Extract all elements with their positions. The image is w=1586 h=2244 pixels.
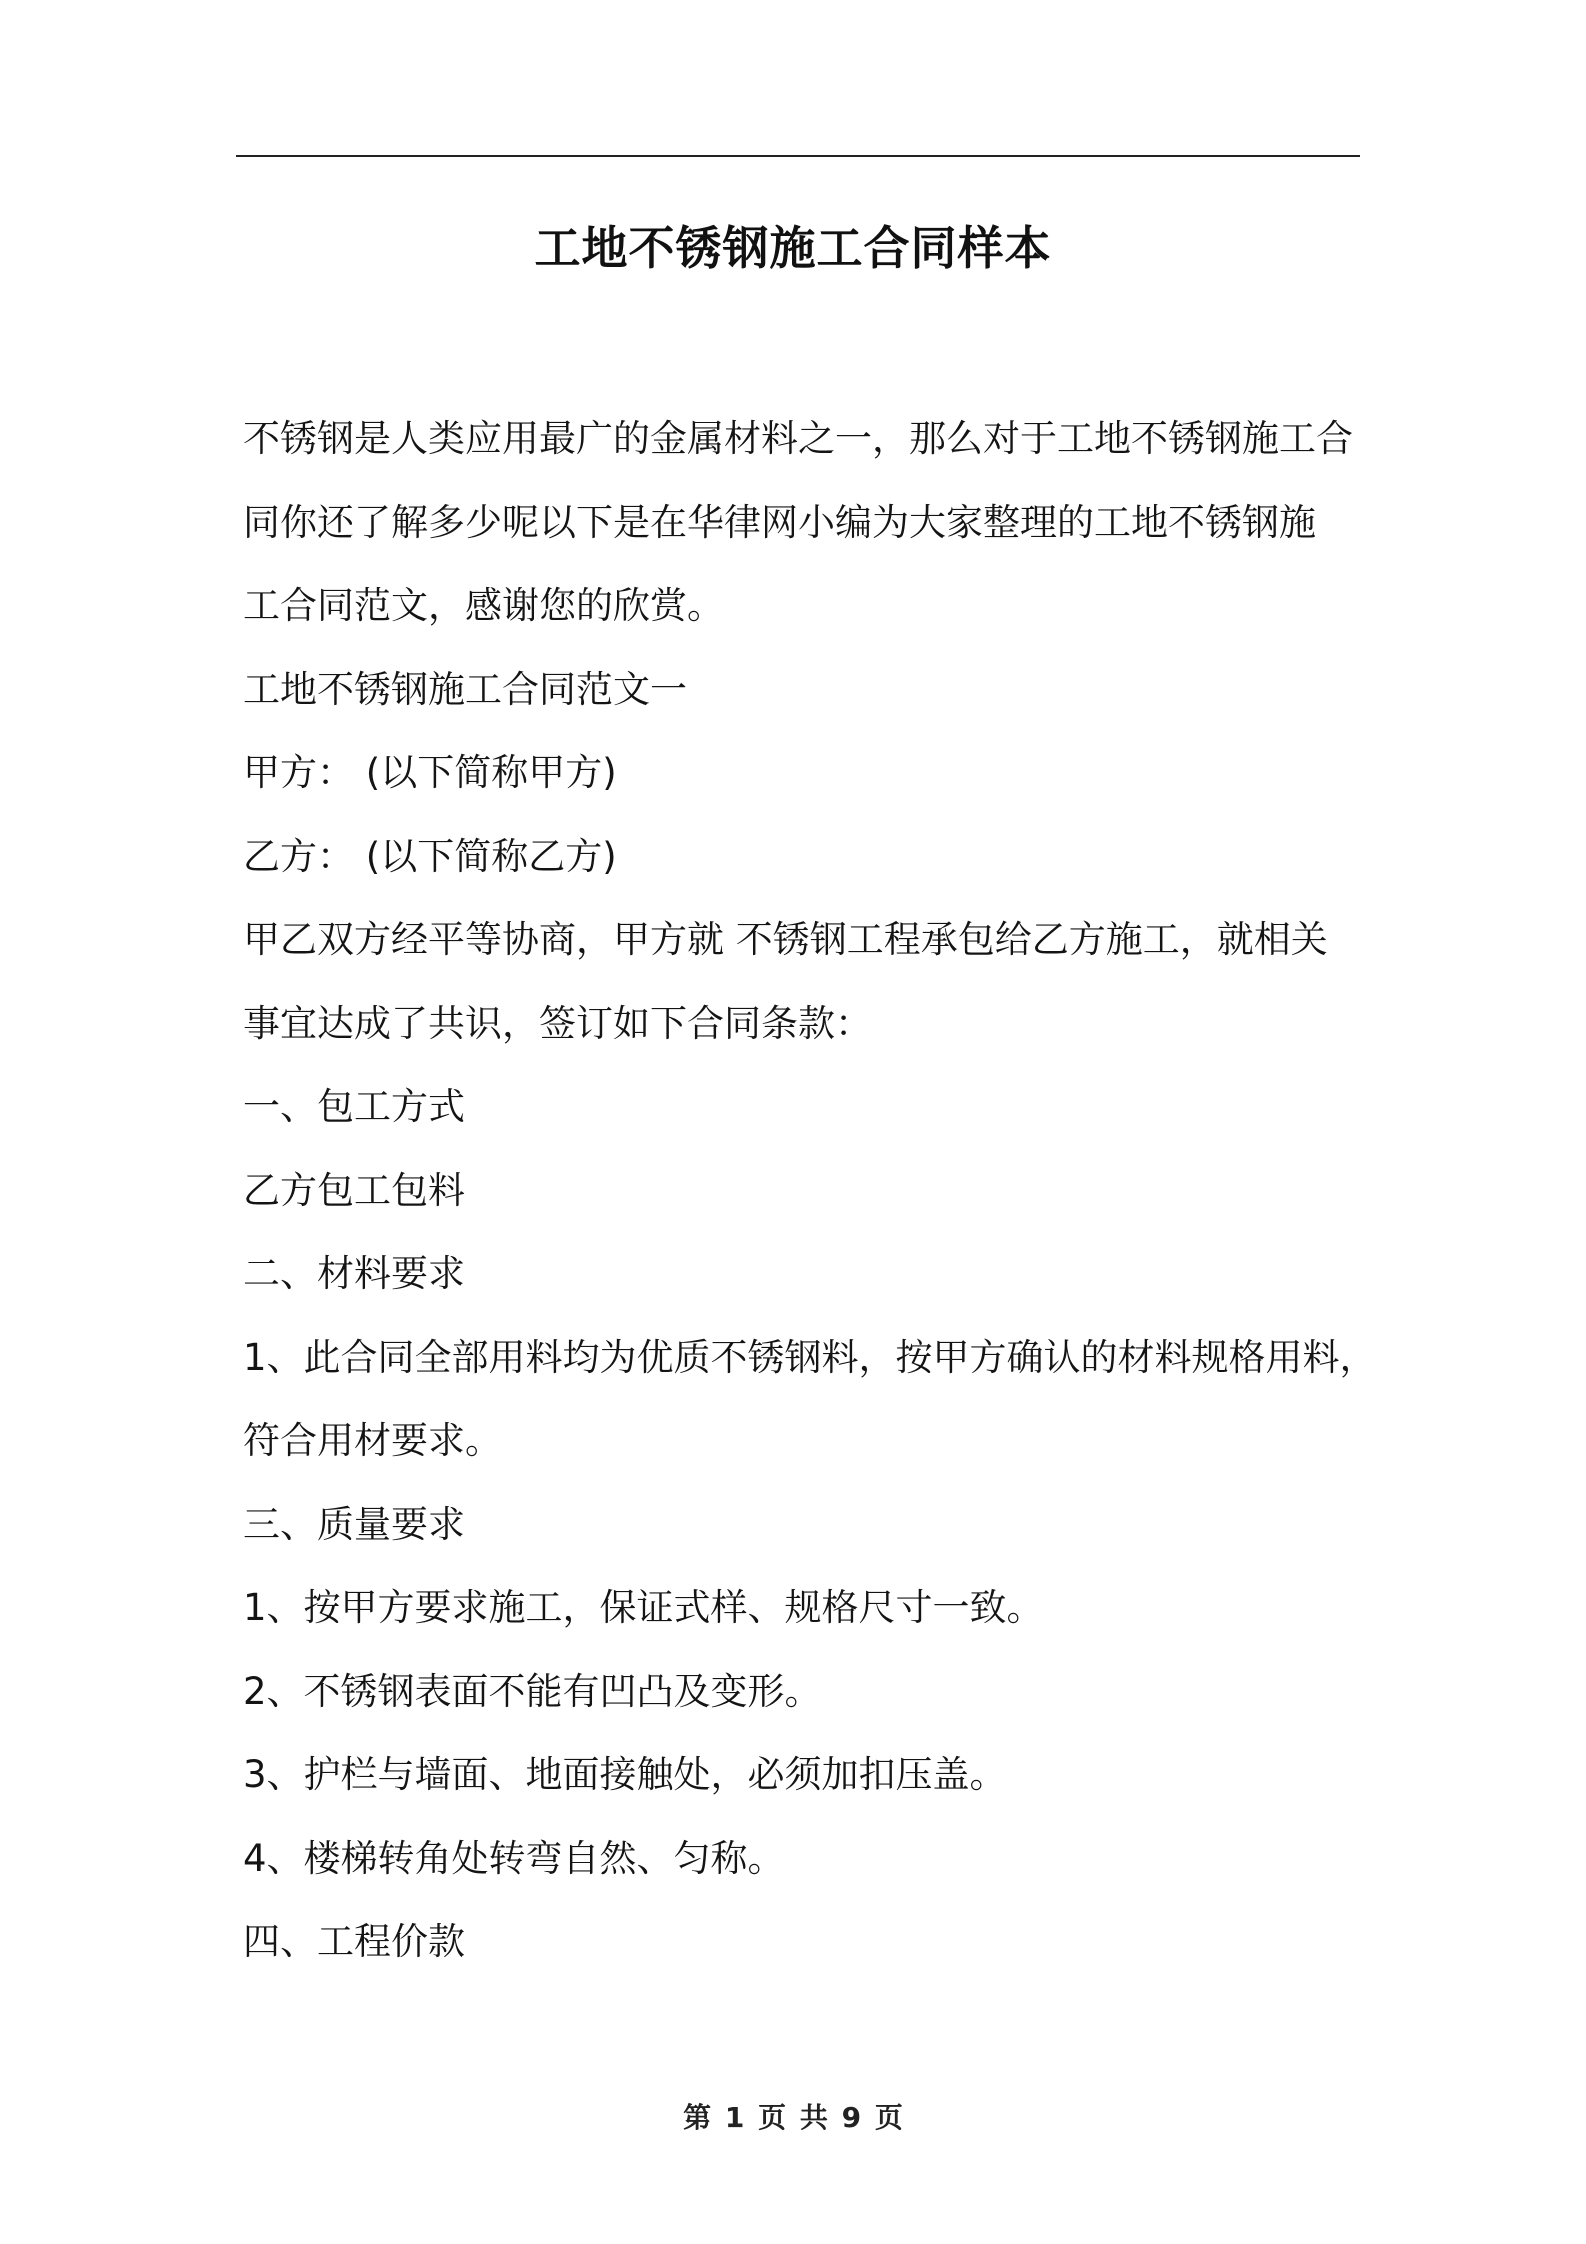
- page-number-footer: 第 1 页 共 9 页: [683, 2101, 903, 2134]
- clause-heading: 一、包工方式: [243, 1085, 465, 1128]
- body-line: 2、不锈钢表面不能有凹凸及变形。: [243, 1669, 822, 1713]
- clause-heading: 二、材料要求: [243, 1252, 465, 1295]
- body-line: 符合用材要求。: [243, 1419, 502, 1462]
- body-line: 3、护栏与墙面、地面接触处，必须加扣压盖。: [243, 1753, 1007, 1796]
- body-line: 事宜达成了共识，签订如下合同条款：: [243, 1001, 872, 1045]
- header-rule: [236, 155, 1360, 157]
- body-line: 乙方包工包料: [243, 1168, 465, 1212]
- body-line: 同你还了解多少呢以下是在华律网小编为大家整理的工地不锈钢施: [243, 500, 1316, 544]
- body-line: 不锈钢是人类应用最广的金属材料之一，那么对于工地不锈钢施工合: [243, 417, 1353, 460]
- document-body: [243, 406, 1377, 1993]
- section-heading: 工地不锈钢施工合同范文一: [243, 667, 687, 711]
- document-title: 工地不锈钢施工合同样本: [534, 221, 1052, 275]
- clause-heading: 三、质量要求: [243, 1502, 465, 1546]
- body-line: 4、楼梯转角处转弯自然、匀称。: [243, 1836, 785, 1880]
- party-a-line: 甲方： (以下简称甲方): [243, 751, 617, 794]
- body-line: 甲乙双方经平等协商，甲方就 不锈钢工程承包给乙方施工，就相关: [243, 918, 1328, 961]
- party-b-line: 乙方： (以下简称乙方): [243, 834, 617, 878]
- clause-heading: 四、工程价款: [243, 1920, 465, 1963]
- body-line: 工合同范文，感谢您的欣赏。: [243, 584, 724, 627]
- body-line: 1、此合同全部用料均为优质不锈钢料，按甲方确认的材料规格用料，: [243, 1335, 1377, 1379]
- body-line: 1、按甲方要求施工，保证式样、规格尺寸一致。: [243, 1586, 1044, 1629]
